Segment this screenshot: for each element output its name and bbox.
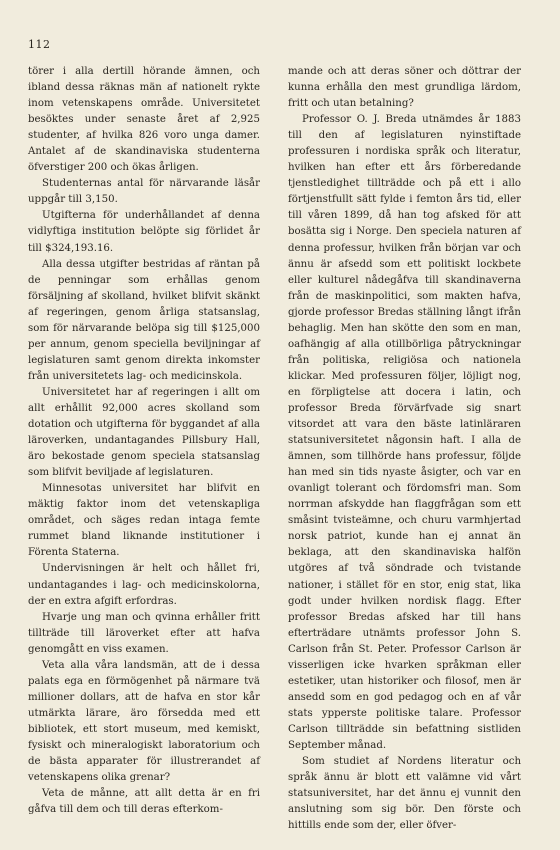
paragraph: Undervisningen är helt och hållet fri, undantagandes i lag- och medicinskolorna, der en extra afgift erfordras. <box>28 563 260 607</box>
paragraph: Veta alla våra landsmän, att de i dessa palats ega en förmögenhet på närmare tvä millioner dollars, att de hafva en stor kår utmärkta lärare, äro försedda med ett bibliotek, ett stort museum, med kemiskt, fysiskt och mineralogiskt laboratorium och de bästa apparater för illustrerandet af vetenskapens olika grenar? <box>28 659 260 784</box>
paragraph: Som studiet af Nordens literatur och språk ännu är blott ett valämne vid vårt statsuniversitet, har det ännu ej vunnit den anslutning som sig bör. Den förste och hittills ende som der, eller öfver- <box>288 756 521 832</box>
paragraph: Utgifterna för underhållandet af denna vidlyftiga institution belöpte sig förlidet år till $324,193.16. <box>28 210 260 254</box>
paragraph: Professor O. J. Breda utnämdes år 1883 till den af legislaturen nyinstiftade professuren i nordiska språk och literatur, hvilken han efter ett års förberedande tjenstledighet tillträdde och på ett i allo förtjenstfullt sätt fylde i femton års tid, eller till våren 1899, då han tog afsked för att bosätta sig i Norge. Den speciela naturen af denna professur, hvilken från början var och ännu är afsedd som ett politiskt lockbete eller kulturel nådegåfva till skandinaverna från de maskinpolitici, som makten hafva, gjorde professor Bredas ställning långt ifrån behaglig. Men han skötte den som en man, oafhängig af alla otillbörliga påtryckningar från politiska, religiösa och nationela klickar. Med professuren följer, löjligt nog, en förpligtelse att docera i latin, och professor Breda förvärfvade sig snart vitsordet att vara den bäste latinläraren statsuniversitetet någonsin haft. I alla de ämnen, som tillhörde hans professur, följde han med sin tids nyaste åsigter, och var en ovanligt tolerant och fördomsfri man. Som norrman afskydde han flaggfrågan som ett småsint tvisteämne, och churu varmhjertad norsk patriot, kunde han ej annat än beklaga, att den skandinaviska halfön utgöres af två söndrade och tvistande nationer, i stället för en stor, enig stat, lika godt under hvilken nordisk flagg. Efter professor Bredas afsked har till hans efterträdare utnämts professor John S. Carlson från St. Peter. Professor Carlson är visserligen icke hvarken språkman eller estetiker, utan historiker och filosof, men är ansedd som en god pedagog och en af vår stats ypperste politiske talare. Professor Carlson tillträdde sin befattning sistliden September månad. <box>288 114 521 751</box>
left-column <box>28 64 260 818</box>
page-number: 112 <box>28 38 51 51</box>
paragraph: Minnesotas universitet har blifvit en mäktig faktor inom det vetenskapliga området, och säges redan intaga femte rummet bland liknande institutioner i Förenta Staterna. <box>28 483 260 559</box>
paragraph: törer i alla dertill hörande ämnen, och ibland dessa räknas män af nationelt rykte inom vetenskapens område. Universitetet besöktes under senaste året af 2,925 studenter, af hvilka 826 voro unga damer. Antalet af de skandinaviska studenterna öfverstiger 200 och ökas årligen. <box>28 66 260 174</box>
paragraph: Studenternas antal för närvarande läsår uppgår till 3,150. <box>28 178 260 206</box>
paragraph: Veta de månne, att allt detta är en fri gåfva till dem och till deras efterkom- <box>28 788 260 816</box>
paragraph: Alla dessa utgifter bestridas af räntan på de penningar som erhållas genom försäljning af skolland, hvilket blifvit skänkt af regeringen, genom årliga statsanslag, som för närvarande belöpa sig till $125,000 per annum, genom speciella beviljningar af legislaturen samt genom direkta inkomster från universitetets lag- och medicinskola. <box>28 258 260 382</box>
paragraph: Hvarje ung man och qvinna erhåller fritt tillträde till läroverket efter att hafva genomgått en viss examen. <box>28 611 260 655</box>
paragraph: mande och att deras söner och döttrar der kunna erhålla den mest grundliga lärdom, fritt och utan betalning? <box>288 66 521 110</box>
right-column <box>288 64 521 834</box>
paragraph: Universitetet har af regeringen i allt om allt erhållit 92,000 acres skolland som dotation och utgifterna för byggandet af alla läroverken, undantagandes Pillsbury Hall, äro bekostade genom speciela statsanslag som blifvit beviljade af legislaturen. <box>28 386 260 479</box>
